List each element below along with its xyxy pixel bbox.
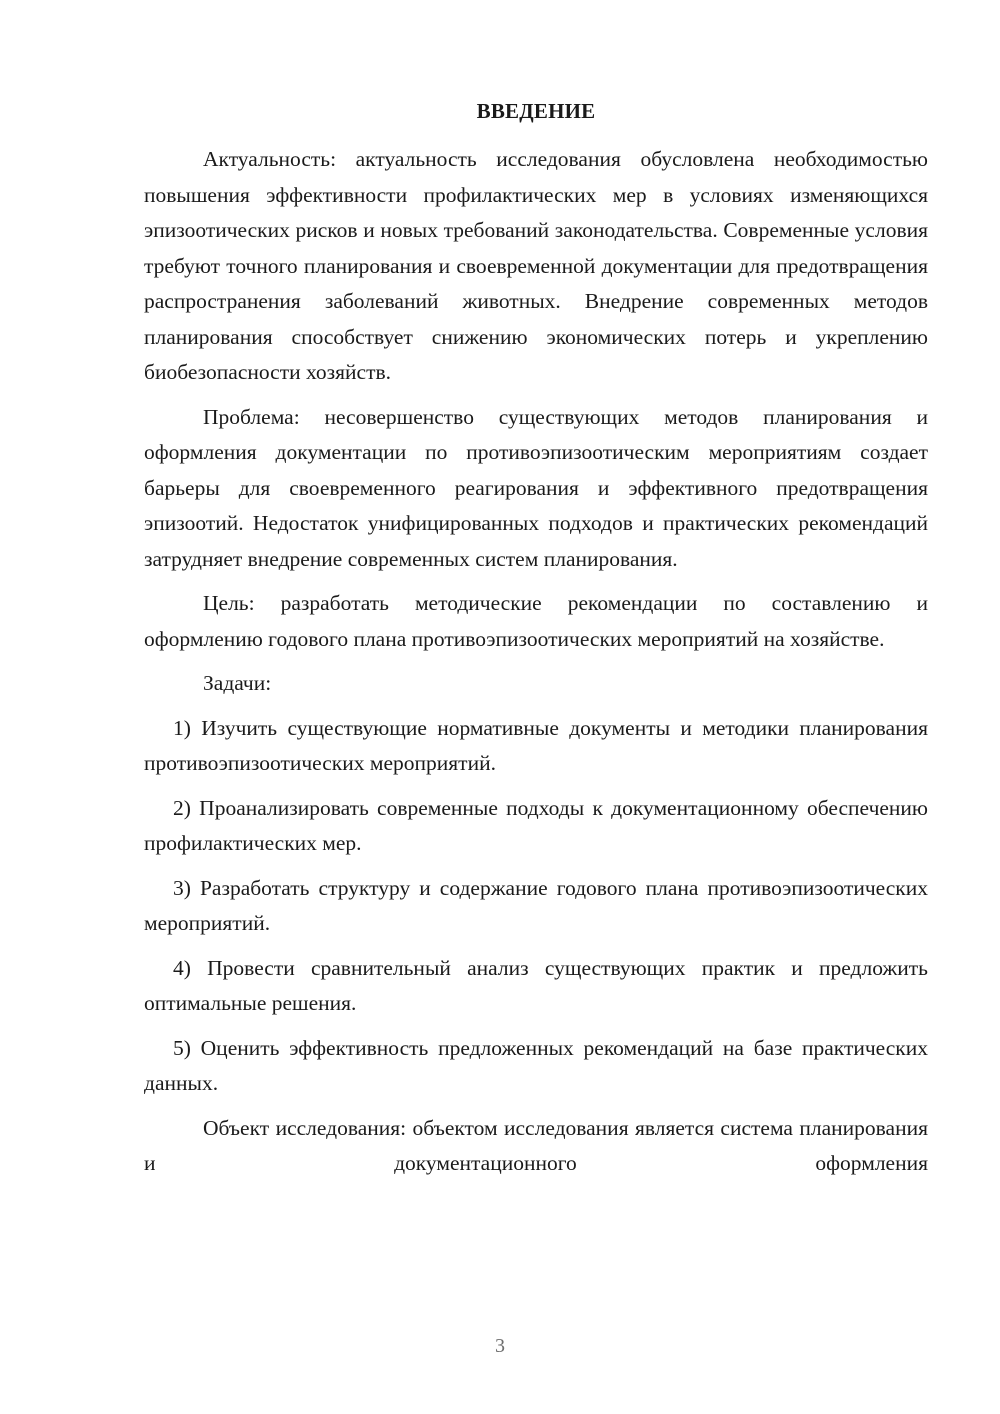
task-item-3: 3) Разработать структуру и содержание годового плана противоэпизоотических мероприятий. — [144, 875, 928, 935]
paragraph-research-object: Объект исследования: объектом исследования является система планирования и документационного оформления — [144, 1115, 928, 1175]
task-item-1: 1) Изучить существующие нормативные документы и методики планирования противоэпизоотических мероприятий. — [144, 715, 928, 775]
section-heading: ВВЕДЕНИЕ — [476, 99, 596, 123]
task-item-5: 5) Оценить эффективность предложенных рекомендаций на базе практических данных. — [144, 1035, 928, 1095]
document-body — [144, 142, 928, 1191]
paragraph-goal: Цель: разработать методические рекомендации по составлению и оформлению годового плана противоэпизоотических мероприятий на хозяйстве. — [144, 591, 928, 651]
task-item-2: 2) Проанализировать современные подходы к документационному обеспечению профилактических мер. — [144, 795, 928, 855]
task-item-4: 4) Провести сравнительный анализ существующих практик и предложить оптимальные решения. — [144, 955, 928, 1015]
paragraph-relevance: Актуальность: актуальность исследования обусловлена необходимостью повышения эффективности профилактических мер в условиях изменяющихся эпизоотических рисков и новых требований законодательства. Современные условия требуют точного планирования и своевременной документации для предотвращения распространения заболеваний животных. Внедрение современных методов планирования способствует снижению экономических потерь и укреплению биобезопасности хозяйств. — [144, 147, 928, 384]
page-number: 3 — [495, 1335, 505, 1357]
paragraph-problem: Проблема: несовершенство существующих методов планирования и оформления документации по противоэпизоотическим мероприятиям создает барьеры для своевременного реагирования и эффективного предотвращения эпизоотий. Недостаток унифицированных подходов и практических рекомендаций затрудняет внедрение современных систем планирования. — [144, 404, 928, 571]
tasks-heading: Задачи: — [203, 671, 272, 695]
